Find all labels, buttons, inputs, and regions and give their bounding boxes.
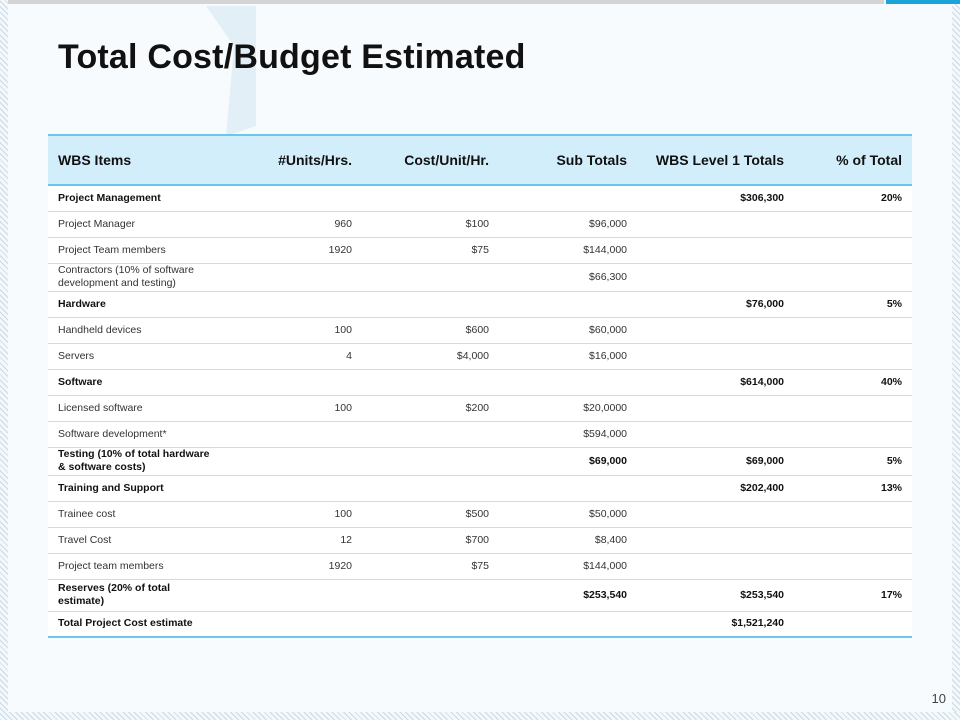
cell-level1-total: $69,000 [637,447,794,475]
cell-cost-per-unit [362,263,499,291]
cell-level1-total: $1,521,240 [637,611,794,637]
cell-item: Servers [48,343,226,369]
cell-pct-total [794,317,912,343]
cell-units [226,611,362,637]
cell-item: Project team members [48,553,226,579]
cell-units [226,475,362,501]
cell-sub-total: $594,000 [499,421,637,447]
cell-sub-total: $16,000 [499,343,637,369]
cell-level1-total [637,395,794,421]
cell-pct-total: 5% [794,291,912,317]
cell-item: Software development* [48,421,226,447]
cell-units: 100 [226,395,362,421]
budget-table [48,134,912,638]
cell-units: 100 [226,501,362,527]
cell-units: 1920 [226,237,362,263]
cell-pct-total [794,263,912,291]
cell-pct-total [794,421,912,447]
cell-sub-total: $144,000 [499,237,637,263]
table-row [48,263,912,291]
cell-sub-total [499,369,637,395]
cell-level1-total: $614,000 [637,369,794,395]
cell-level1-total [637,527,794,553]
col-header-units: #Units/Hrs. [226,135,362,185]
table-row [48,317,912,343]
cell-level1-total [637,421,794,447]
cell-cost-per-unit [362,447,499,475]
cell-units [226,447,362,475]
cell-units: 100 [226,317,362,343]
table-row [48,369,912,395]
cell-units: 960 [226,211,362,237]
col-header-wbs-items: WBS Items [48,135,226,185]
table-row [48,447,912,475]
cell-units [226,579,362,611]
cell-sub-total: $50,000 [499,501,637,527]
cell-cost-per-unit [362,475,499,501]
col-header-pct-total: % of Total [794,135,912,185]
cell-pct-total [794,343,912,369]
table-row [48,501,912,527]
cell-cost-per-unit: $700 [362,527,499,553]
table-row [48,475,912,501]
cell-item: Total Project Cost estimate [48,611,226,637]
cell-item: Travel Cost [48,527,226,553]
table-row [48,211,912,237]
cell-item: Testing (10% of total hardware & software costs) [48,447,226,475]
top-divider [8,0,884,4]
cell-pct-total: 13% [794,475,912,501]
cell-level1-total: $76,000 [637,291,794,317]
cell-cost-per-unit [362,291,499,317]
cell-pct-total: 17% [794,579,912,611]
cell-pct-total [794,237,912,263]
cell-sub-total: $69,000 [499,447,637,475]
cell-item: Trainee cost [48,501,226,527]
cell-item: Project Team members [48,237,226,263]
cell-units [226,263,362,291]
table-header-row [48,135,912,185]
cell-item: Reserves (20% of total estimate) [48,579,226,611]
table-row [48,579,912,611]
cell-cost-per-unit [362,369,499,395]
table-row [48,527,912,553]
cell-units [226,291,362,317]
cell-sub-total: $60,000 [499,317,637,343]
cell-cost-per-unit [362,611,499,637]
cell-sub-total [499,611,637,637]
cell-level1-total [637,211,794,237]
table-row [48,343,912,369]
cell-level1-total [637,237,794,263]
table-row [48,291,912,317]
cell-sub-total [499,291,637,317]
table-row [48,395,912,421]
cell-sub-total: $96,000 [499,211,637,237]
cell-level1-total: $253,540 [637,579,794,611]
cell-units: 1920 [226,553,362,579]
cell-pct-total: 20% [794,185,912,211]
cell-level1-total: $306,300 [637,185,794,211]
cell-item: Project Management [48,185,226,211]
top-accent-bar [886,0,960,4]
col-header-level1-totals: WBS Level 1 Totals [637,135,794,185]
cell-cost-per-unit: $500 [362,501,499,527]
cell-pct-total [794,553,912,579]
cell-level1-total [637,343,794,369]
page-number: 10 [931,691,946,706]
cell-units: 12 [226,527,362,553]
cell-pct-total [794,395,912,421]
cell-cost-per-unit: $75 [362,553,499,579]
cell-sub-total: $66,300 [499,263,637,291]
col-header-sub-totals: Sub Totals [499,135,637,185]
cell-cost-per-unit: $100 [362,211,499,237]
cell-pct-total [794,501,912,527]
cell-units [226,369,362,395]
cell-item: Software [48,369,226,395]
cell-sub-total: $8,400 [499,527,637,553]
cell-cost-per-unit: $600 [362,317,499,343]
cell-item: Handheld devices [48,317,226,343]
cell-sub-total: $20,0000 [499,395,637,421]
table-row [48,185,912,211]
cell-units [226,185,362,211]
col-header-cost-per-unit: Cost/Unit/Hr. [362,135,499,185]
cell-sub-total: $253,540 [499,579,637,611]
cell-sub-total: $144,000 [499,553,637,579]
table-row [48,611,912,637]
cell-pct-total [794,211,912,237]
table-body [48,185,912,637]
cell-item: Project Manager [48,211,226,237]
cell-item: Contractors (10% of software development and testing) [48,263,226,291]
table-row [48,553,912,579]
cell-cost-per-unit: $75 [362,237,499,263]
cell-cost-per-unit: $4,000 [362,343,499,369]
cell-level1-total: $202,400 [637,475,794,501]
cell-units [226,421,362,447]
cell-pct-total: 5% [794,447,912,475]
table-row [48,237,912,263]
cell-level1-total [637,263,794,291]
left-hatch-border [0,0,8,720]
cell-cost-per-unit [362,579,499,611]
cell-pct-total: 40% [794,369,912,395]
cell-cost-per-unit: $200 [362,395,499,421]
bottom-hatch-border [0,712,960,720]
cell-level1-total [637,553,794,579]
cell-sub-total [499,185,637,211]
cell-level1-total [637,501,794,527]
cell-item: Training and Support [48,475,226,501]
cell-cost-per-unit [362,185,499,211]
table-row [48,421,912,447]
cell-sub-total [499,475,637,501]
cell-item: Licensed software [48,395,226,421]
cell-pct-total [794,611,912,637]
cell-pct-total [794,527,912,553]
cell-cost-per-unit [362,421,499,447]
cell-units: 4 [226,343,362,369]
right-hatch-border [952,0,960,720]
cell-item: Hardware [48,291,226,317]
page-title: Total Cost/Budget Estimated [58,38,526,76]
cell-level1-total [637,317,794,343]
